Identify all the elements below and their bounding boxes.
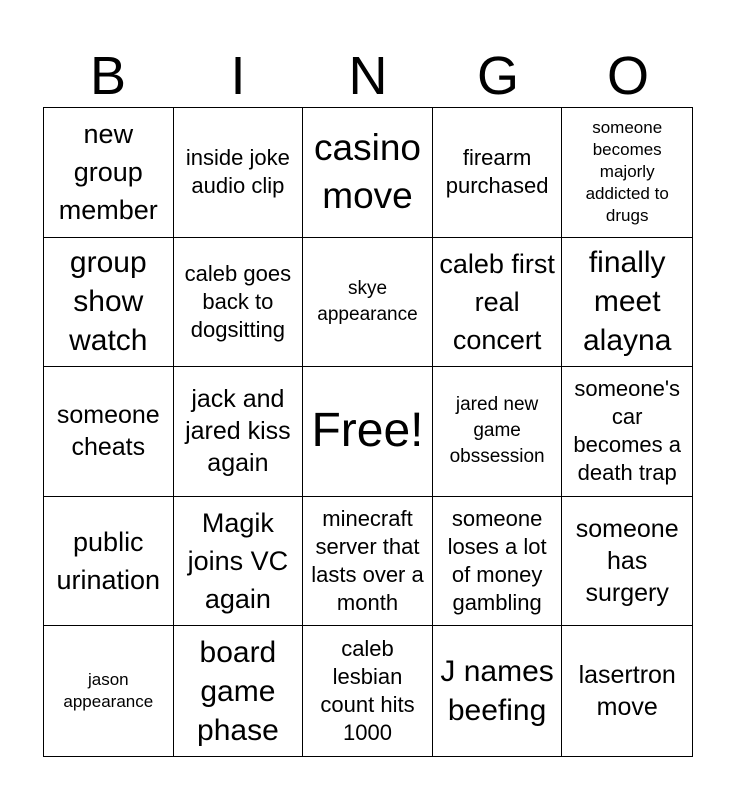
bingo-cell[interactable]: someone cheats	[44, 367, 174, 497]
header-letter-o: O	[606, 46, 649, 106]
bingo-cell[interactable]: lasertron move	[578, 661, 676, 722]
bingo-cell[interactable]: someone's car becomes a death trap	[562, 367, 692, 497]
bingo-cell[interactable]: minecraft server that lasts over a month	[303, 497, 433, 627]
header-letter-g: G	[476, 46, 519, 106]
bingo-cell[interactable]: someone loses a lot of money gambling	[433, 497, 563, 627]
bingo-cell[interactable]: group show watch	[44, 238, 174, 368]
bingo-cell[interactable]: caleb lesbian count hits 1000	[303, 626, 433, 756]
bingo-cell[interactable]: firearm purchased	[433, 108, 563, 238]
bingo-cell[interactable]: skye appearance	[303, 238, 433, 368]
free-space[interactable]: Free!	[303, 367, 433, 497]
bingo-cell[interactable]: public urination	[44, 497, 174, 627]
bingo-cell[interactable]: new group member	[44, 108, 174, 238]
bingo-cell[interactable]: Magik joins VC again	[174, 497, 304, 627]
bingo-cell[interactable]: casino move	[303, 108, 433, 238]
bingo-cell[interactable]: jack and jared kiss again	[174, 367, 304, 497]
bingo-cell[interactable]: board game phase	[174, 626, 304, 756]
header-letter-i: I	[230, 46, 246, 106]
header-letter-n: N	[348, 46, 388, 106]
header-letter-b: B	[89, 46, 127, 106]
bingo-cell[interactable]: caleb first real concert	[433, 238, 563, 368]
bingo-cell[interactable]: inside joke audio clip	[174, 108, 304, 238]
bingo-grid	[43, 107, 693, 757]
bingo-cell[interactable]: jason appearance	[44, 626, 174, 756]
bingo-cell[interactable]: finally meet alayna	[562, 238, 692, 368]
bingo-cell[interactable]: jared new game obssession	[433, 367, 563, 497]
bingo-cell[interactable]: someone becomes majorly addicted to drugs	[562, 108, 692, 238]
bingo-cell[interactable]: caleb goes back to dogsitting	[174, 238, 304, 368]
bingo-cell[interactable]: someone has surgery	[562, 497, 692, 627]
bingo-header	[43, 44, 693, 108]
bingo-cell[interactable]: J names beefing	[433, 626, 563, 756]
